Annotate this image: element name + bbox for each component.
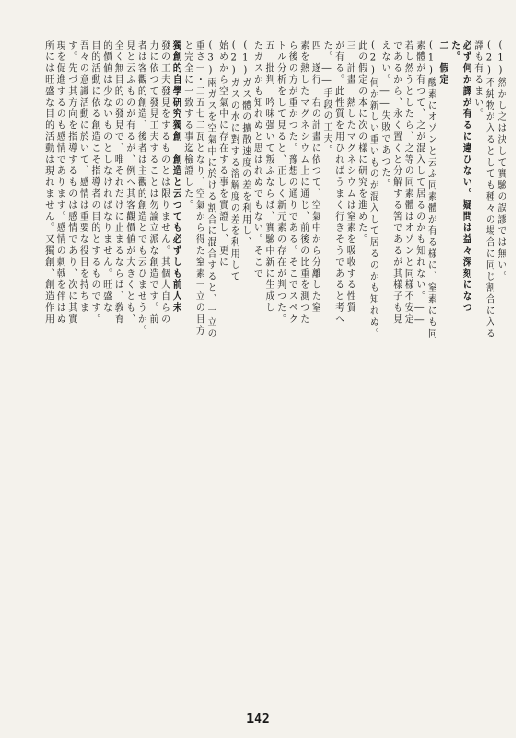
- text-column-19: ら後の方が重かつた。豫想の通りである。そこでスペク: [286, 40, 298, 325]
- text-column-2: (2)不純物が入るとしても種々の場合に同じ割合に入る: [483, 40, 495, 340]
- text-column-40: 所には旺盛な目的活動は現れません。又獨創、創造作用: [42, 40, 54, 325]
- text-column-35: 的價値は少ないものとしなければなりません。旺盛な: [100, 40, 112, 314]
- text-column-27: 重さ一・二五七二瓦となり、空氣から得た窒素一立の目方: [193, 40, 205, 337]
- text-column-29: 獨創的自學研究獨創 創造と云つても必ずしも前人未: [170, 40, 182, 314]
- text-column-37: 吾々の意識活動に於いて、感情は重要な役目を持ちま: [77, 40, 89, 314]
- text-column-24: (2)ガスの水に對する溶解度の差を利用して: [228, 40, 240, 283]
- text-column-1: (1)然かし之は決して實驗の誤謬では無い。: [495, 40, 506, 283]
- text-column-23: (1)ガス體の擴散速度の差を利用し、: [239, 40, 251, 249]
- text-column-21: 五 批判 吟味强いて叛ふならば、實驗中新に生成し: [263, 40, 274, 314]
- text-column-18: 素を熱したマグネシウム上に通じ、前後の比重を測つた: [297, 40, 309, 325]
- text-column-15: が有る。此性質を用ひればうまく行きそうであると考へ: [332, 40, 344, 325]
- text-column-17: 四 遂行 右の計畫に依つて、空氣中から分離した窒: [309, 40, 321, 314]
- text-column-13: 此の假定の本に次の樣に研究を進めた。: [355, 40, 367, 246]
- text-column-8: 素體が有つて、之が混入して居るのかも知れない。――: [413, 40, 425, 327]
- text-column-34: 全く無目的の發見で、唯それだけに止まるならば、敎育: [112, 40, 124, 325]
- text-column-12: (2)何か新しい重いものが混入して居るのかも知れぬ。: [367, 40, 379, 340]
- text-column-22: たガスかも知れぬと思はれぬでもない。そこで: [251, 40, 263, 280]
- text-column-33: 見と云ふものが有るが、例へ其客觀價値が大きくとも、: [123, 40, 135, 325]
- text-column-39: 現を促進するのも感情であります。感情の刺戟を伴はぬ: [54, 40, 66, 325]
- text-column-4: 必ず何か譯が有るに違ひない。疑問は益々深刻になつ: [460, 40, 472, 314]
- text-column-9: 若し然うとしたら、之等の同素體はオゾンと同樣不安定: [402, 40, 414, 325]
- text-column-38: す。先づ其方向を指導するものは感情であり、次に其實: [65, 40, 77, 325]
- text-column-36: 目的活動に依る創造こそ指導者の目的とするものです。: [89, 40, 100, 325]
- text-column-10: であるから、永く置くと分解する筈であるが其樣子も見: [390, 40, 402, 325]
- text-column-32: 者は客觀的創造、後者は主觀的創造とでも云ひませうか。: [135, 40, 147, 337]
- text-column-5: た。: [448, 40, 460, 63]
- text-column-25: 始めから空氣中に存在する事を實證し、更に: [216, 40, 228, 268]
- text-column-28: と完全に一致する事迄檢證した。: [181, 40, 193, 211]
- section-heading-hypothesis: 二 假定: [437, 40, 448, 86]
- text-column-30: 發の工夫發見をするものとは限りません。其個人自らの: [158, 40, 170, 325]
- text-column-3: 譯も有るまい。: [471, 40, 483, 120]
- text-column-7: (1)酸素にオゾンと云ふ同素體が有る樣に、窒素にも同: [425, 40, 437, 340]
- page-number: 142: [246, 712, 270, 727]
- text-column-16: た。――手段の工夫。: [321, 40, 332, 156]
- text-column-11: えない。――失敗であつた。: [379, 40, 390, 191]
- text-column-26: (3)兩ガスを空氣中に於ける割合に混合すると、一立の: [205, 40, 216, 340]
- text-column-20: トル分析をして見ると、正しく新元素の存在が判つた。: [274, 40, 286, 325]
- text-column-31: 力に依つて發見工夫することは勿論立派な創造です。前: [147, 40, 158, 325]
- text-column-14: 三 計畫 熱したマグネシウムは窒素を吸收する性質: [344, 40, 356, 314]
